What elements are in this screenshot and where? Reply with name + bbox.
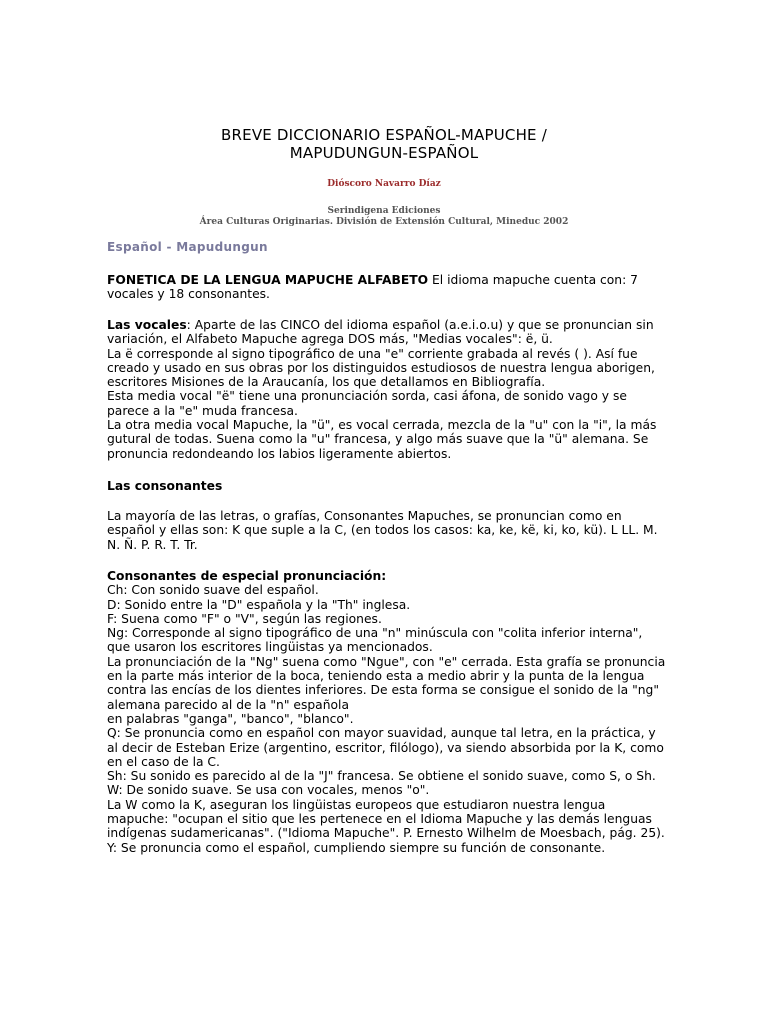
especial-line: La W como la K, aseguran los lingüistas europeos que estudiaron nuestra lengua mapuche: "ocupan el sitio que les pertenece en el Idioma Mapuche y las demás lenguas indígenas sudamericanas". ("Idioma Mapuche". P. Ernesto Wilhelm de Moesbach, pág. 25). <box>107 797 665 841</box>
section-heading: Español - Mapudungun <box>107 240 268 254</box>
especial-heading: Consonantes de especial pronunciación: <box>107 569 387 583</box>
document-title <box>0 126 768 162</box>
title-line-2: MAPUDUNGUN-ESPAÑOL <box>289 144 479 162</box>
especial-line: W: De sonido suave. Se usa con vocales, menos "o". <box>107 783 430 798</box>
especial-line: Q: Se pronuncia como en español con mayor suavidad, aunque tal letra, en la práctica, y al decir de Esteban Erize (argentino, escritor, filólogo), va siendo absorbida por la K, como en el caso de la C. <box>107 726 664 769</box>
author-name: Dióscoro Navarro Díaz <box>327 179 441 189</box>
vocales-line: : Aparte de las CINCO del idioma español (a.e.i.o.u) y que se pronuncian sin variación, el Alfabeto Mapuche agrega DOS más, "Medias vocales": ë, ü. <box>107 318 654 347</box>
especial-line: Y: Se pronuncia como el español, cumpliendo siempre su función de consonante. <box>107 840 606 855</box>
especial-line: Ch: Con sonido suave del español. <box>107 583 319 598</box>
vocales-lead: Las vocales <box>107 318 187 332</box>
especial-line: F: Suena como "F" o "V", según las regiones. <box>107 611 382 626</box>
vocales-line: Esta media vocal "ë" tiene una pronunciación sorda, casi áfona, de sonido vago y se parece a la "e" muda francesa. <box>107 389 627 418</box>
especial-line: Ng: Corresponde al signo tipográfico de una "n" minúscula con "colita inferior interna", que usaron los escritores lingüistas ya mencionados. <box>107 626 643 655</box>
especial-line: D: Sonido entre la "D" española y la "Th" inglesa. <box>107 597 411 612</box>
vocales-line: La ë corresponde al signo tipográfico de una "e" corriente grabada al revés ( ). Así fue creado y usado en sus obras por los distinguidos estudiosos de nuestra lengua aborigen, escritores Misiones de la Araucanía, los que detallamos en Bibliografía. <box>107 346 655 390</box>
fonetica-paragraph <box>107 273 667 302</box>
vocales-line: La otra media vocal Mapuche, la "ü", es vocal cerrada, mezcla de la "u" con la "i", la más gutural de todas. Suena como la "u" francesa, y algo más suave que la "ü" alemana. Se pronuncia redondeando los labios ligeramente abiertos. <box>107 418 657 461</box>
consonantes-heading: Las consonantes <box>107 479 223 493</box>
especial-line: en palabras "ganga", "banco", "blanco". <box>107 711 354 726</box>
especial-paragraph <box>107 569 667 855</box>
fonetica-text: El idioma mapuche cuenta con: 7 vocales y 18 consonantes. <box>107 273 638 302</box>
consonantes-paragraph: La mayoría de las letras, o grafías, Consonantes Mapuches, se pronuncian como en español y ellas son: K que suple a la C, (en todos los casos: ka, ke, kë, ki, ko, kü). L LL. M. N. Ñ. P. R. T. Tr. <box>107 509 658 552</box>
especial-line: Sh: Su sonido es parecido al de la "J" francesa. Se obtiene el sonido suave, como S, o Sh. <box>107 769 656 784</box>
publisher-line-2: Área Culturas Originarias. División de Extensión Cultural, Mineduc 2002 <box>199 217 569 227</box>
publisher-line-1: Serindigena Ediciones <box>327 206 441 216</box>
publisher-info <box>0 206 768 228</box>
especial-line: La pronunciación de la "Ng" suena como "Ngue", con "e" cerrada. Esta grafía se pronuncia en la parte más interior de la boca, teniendo esta a medio abrir y la punta de la lengua contra las encías de los dientes inferiores. De esta forma se consigue el sonido de la "ng" alemana parecido al de la "n" española <box>107 654 666 712</box>
vocales-paragraph <box>107 318 667 461</box>
title-line-1: BREVE DICCIONARIO ESPAÑOL-MAPUCHE / <box>221 126 547 144</box>
fonetica-lead: FONETICA DE LA LENGUA MAPUCHE ALFABETO <box>107 273 429 287</box>
